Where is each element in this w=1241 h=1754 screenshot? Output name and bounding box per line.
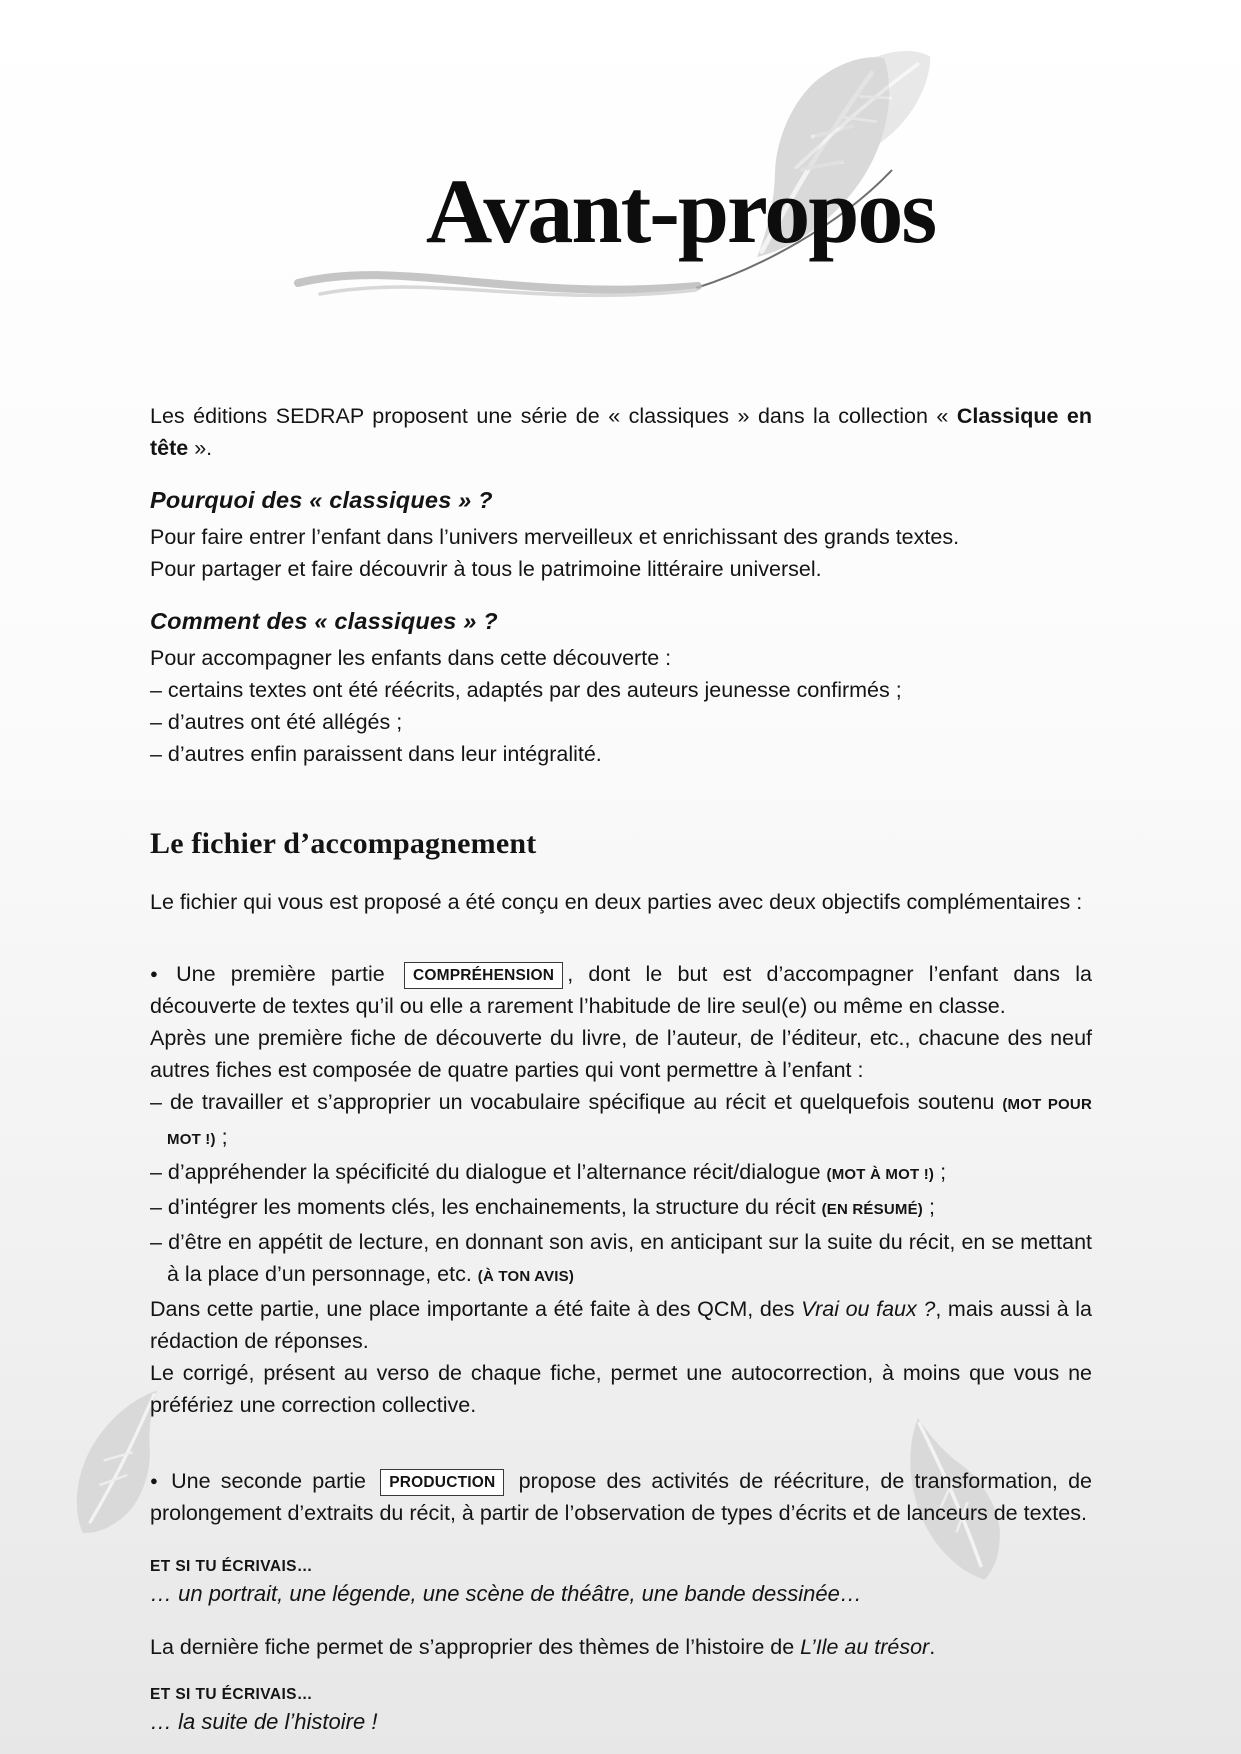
ecrivais-line-1: … un portrait, une légende, une scène de théâtre, une bande dessinée…: [150, 1581, 862, 1606]
dash-item-4-text: – d’être en appétit de lecture, en donnant son avis, en anticipant sur la suite du récit, en se mettant à la place d’un personnage, etc.: [150, 1230, 1092, 1286]
dash-item-2-text: – d’appréhender la spécificité du dialogue et l’alternance récit/dialogue: [150, 1160, 827, 1184]
dash-item-4: [150, 1226, 1092, 1293]
dash-item-3-suffix: ;: [922, 1195, 935, 1219]
ink-swoosh-icon: [298, 275, 698, 295]
dash-item-1-text: – de travailler et s’approprier un vocabulaire spécifique au récit et quelquefois soutenu: [150, 1090, 1003, 1114]
en-resume-tag: (EN RÉSUMÉ): [821, 1201, 923, 1218]
part2-post: propose des activités de réécriture, de transformation, de prolongement d’extraits du récit, à partir de l’observation de types d’écrits et de lanceurs de textes.: [150, 1469, 1092, 1525]
bullet-icon: ●: [150, 1473, 163, 1488]
qcm-post: , mais aussi à la rédaction de réponses.: [150, 1297, 1092, 1353]
page-content: [150, 400, 1092, 1737]
dash-item-2-suffix: ;: [934, 1160, 947, 1184]
qcm-pre: Dans cette partie, une place importante a été faite à des QCM, des: [150, 1297, 802, 1321]
a-ton-avis-tag: (À TON AVIS): [477, 1268, 575, 1285]
ecrivais-line-2: … la suite de l’histoire !: [150, 1709, 378, 1734]
bullet-icon: ●: [150, 966, 168, 981]
part2-pre: Une seconde partie: [171, 1469, 367, 1493]
ecrivais-label-1: ET SI TU ÉCRIVAIS…: [150, 1558, 313, 1575]
dash-item-3: [150, 1191, 1092, 1226]
ecrivais-label-2: ET SI TU ÉCRIVAIS…: [150, 1686, 313, 1703]
derniere-paragraph: [150, 1631, 1092, 1663]
comment-lead: Pour accompagner les enfants dans cette découverte :: [150, 646, 672, 670]
dash-item-3-text: – d’intégrer les moments clés, les enchainements, la structure du récit: [150, 1195, 822, 1219]
section-heading-pourquoi: Pourquoi des « classiques » ?: [150, 487, 493, 513]
apres-paragraph: Après une première fiche de découverte du livre, de l’auteur, de l’éditeur, etc., chacune des neuf autres fiches est composée de quatre parties qui vont permettre à l’enfant :: [150, 1026, 1092, 1082]
part2-paragraph: [150, 1465, 1092, 1529]
collection-name: Classique en tête: [150, 404, 1092, 460]
dash-item-1: [150, 1086, 1092, 1156]
intro-text: Les éditions SEDRAP proposent une série de « classiques » dans la collection «: [150, 404, 957, 428]
page-title: Avant-propos: [425, 160, 936, 262]
comment-item-2: – d’autres ont été allégés ;: [150, 710, 403, 734]
fichier-lead-paragraph: Le fichier qui vous est proposé a été conçu en deux parties avec deux objectifs complémentaires :: [150, 890, 1083, 914]
part1-pre: Une première partie: [176, 962, 385, 986]
intro-text-end: ».: [188, 436, 213, 460]
part1-paragraph: [150, 958, 1092, 1022]
section-heading-fichier: Le fichier d’accompagnement: [150, 827, 537, 860]
derniere-pre: La dernière fiche permet de s’approprier des thèmes de l’histoire de: [150, 1635, 801, 1659]
comprehension-label-box: COMPRÉHENSION: [404, 962, 563, 989]
comment-item-3: – d’autres enfin paraissent dans leur intégralité.: [150, 742, 602, 766]
part1-post: , dont le but est d’accompagner l’enfant dans la découverte de textes qu’il ou elle a rarement l’habitude de lire seul(e) ou même en classe.: [150, 962, 1092, 1018]
ile-au-tresor-title: L’Ile au trésor: [800, 1635, 930, 1659]
pourquoi-line-1: Pour faire entrer l’enfant dans l’univers merveilleux et enrichissant des grands textes.: [150, 525, 960, 549]
corrige-paragraph: Le corrigé, présent au verso de chaque fiche, permet une autocorrection, à moins que vous ne préfériez une correction collective.: [150, 1361, 1092, 1417]
pourquoi-line-2: Pour partager et faire découvrir à tous le patrimoine littéraire universel.: [150, 557, 822, 581]
derniere-post: .: [929, 1635, 936, 1659]
production-label-box: PRODUCTION: [380, 1469, 504, 1496]
dash-item-1-suffix: ;: [215, 1125, 228, 1149]
qcm-paragraph: [150, 1293, 1092, 1357]
dash-item-2: [150, 1156, 1092, 1191]
vrai-ou-faux-title: Vrai ou faux ?: [801, 1297, 936, 1321]
mot-pour-mot-tag: (MOT POUR MOT !): [167, 1096, 1092, 1148]
comment-item-1: – certains textes ont été réécrits, adaptés par des auteurs jeunesse confirmés ;: [150, 678, 902, 702]
mot-a-mot-tag: (MOT À MOT !): [826, 1166, 935, 1183]
section-heading-comment: Comment des « classiques » ?: [150, 608, 498, 634]
intro-paragraph: [150, 400, 1092, 464]
